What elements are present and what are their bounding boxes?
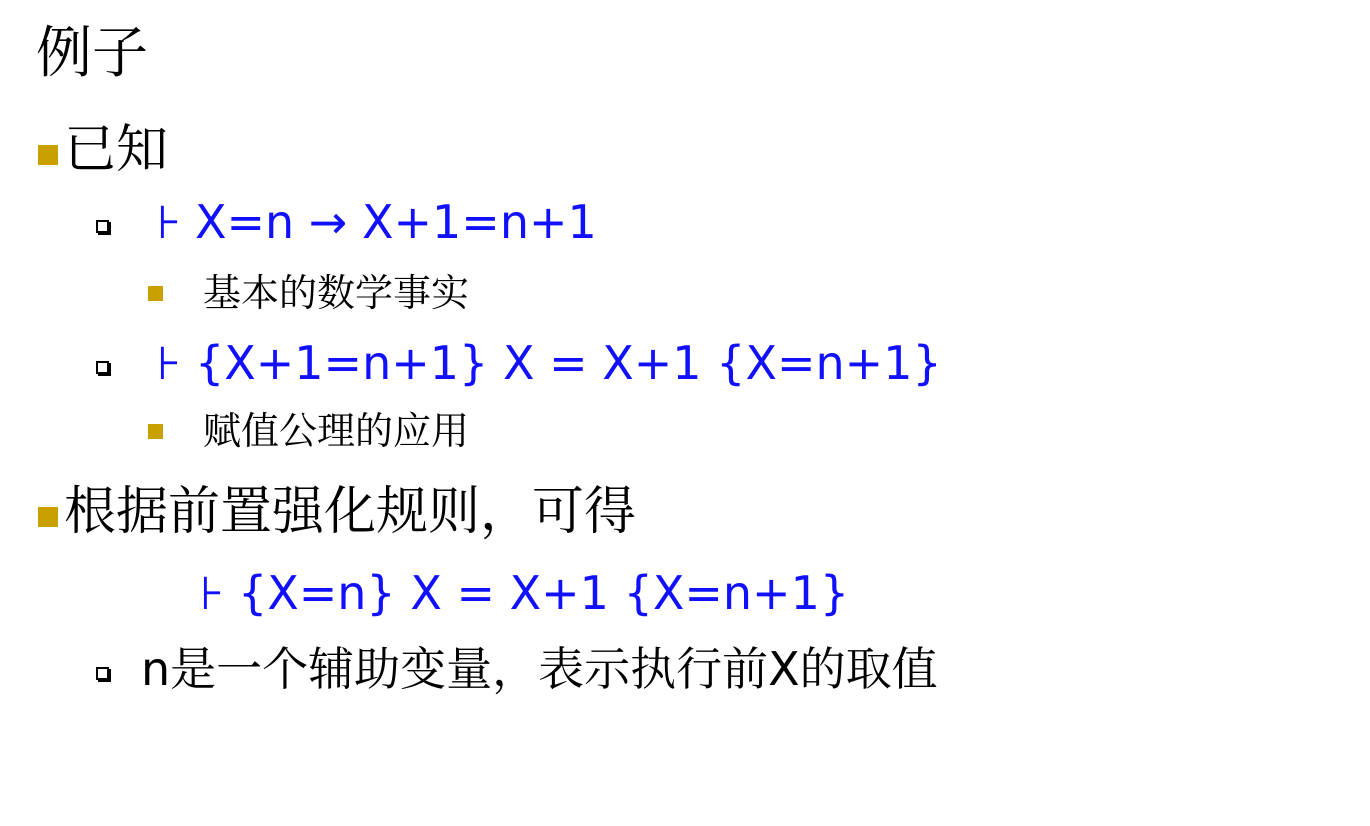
square-bullet-icon — [38, 507, 58, 527]
square-bullet-icon — [38, 145, 58, 165]
formula-line-1 — [96, 195, 597, 249]
explanation-prefix: n — [141, 642, 171, 696]
slide-title: 例子 — [36, 21, 148, 86]
note-line-2 — [148, 409, 470, 453]
explanation-suffix: 的取值 — [799, 642, 938, 696]
bullet-known-text: 已知 — [64, 120, 169, 180]
result-formula: {X=n} X = X+1 {X=n+1} — [237, 566, 850, 620]
formula-1: X=n → X+1=n+1 — [194, 195, 597, 249]
note-line-1 — [148, 271, 470, 315]
formula-2: {X+1=n+1} X = X+1 {X=n+1} — [194, 336, 942, 390]
bullet-conclusion-text: 根据前置强化规则，可得 — [64, 482, 637, 542]
formula-line-2 — [96, 336, 942, 390]
explanation-var: X — [768, 642, 800, 696]
explanation-text: 是一个辅助变量，表示执行前 — [170, 642, 769, 696]
hollow-square-bullet-icon — [96, 361, 109, 374]
square-bullet-icon — [148, 286, 163, 301]
note-1-text: 基本的数学事实 — [203, 271, 470, 315]
explanation-line — [96, 642, 938, 696]
bullet-conclusion — [38, 482, 637, 542]
turnstile-symbol: ⊦ — [157, 195, 181, 249]
bullet-known — [38, 120, 169, 180]
hollow-square-bullet-icon — [96, 220, 109, 233]
turnstile-symbol: ⊦ — [200, 566, 224, 620]
turnstile-symbol: ⊦ — [157, 336, 181, 390]
note-2-text: 赋值公理的应用 — [203, 409, 470, 453]
hollow-square-bullet-icon — [96, 667, 109, 680]
square-bullet-icon — [148, 424, 163, 439]
result-formula-line — [200, 566, 850, 620]
